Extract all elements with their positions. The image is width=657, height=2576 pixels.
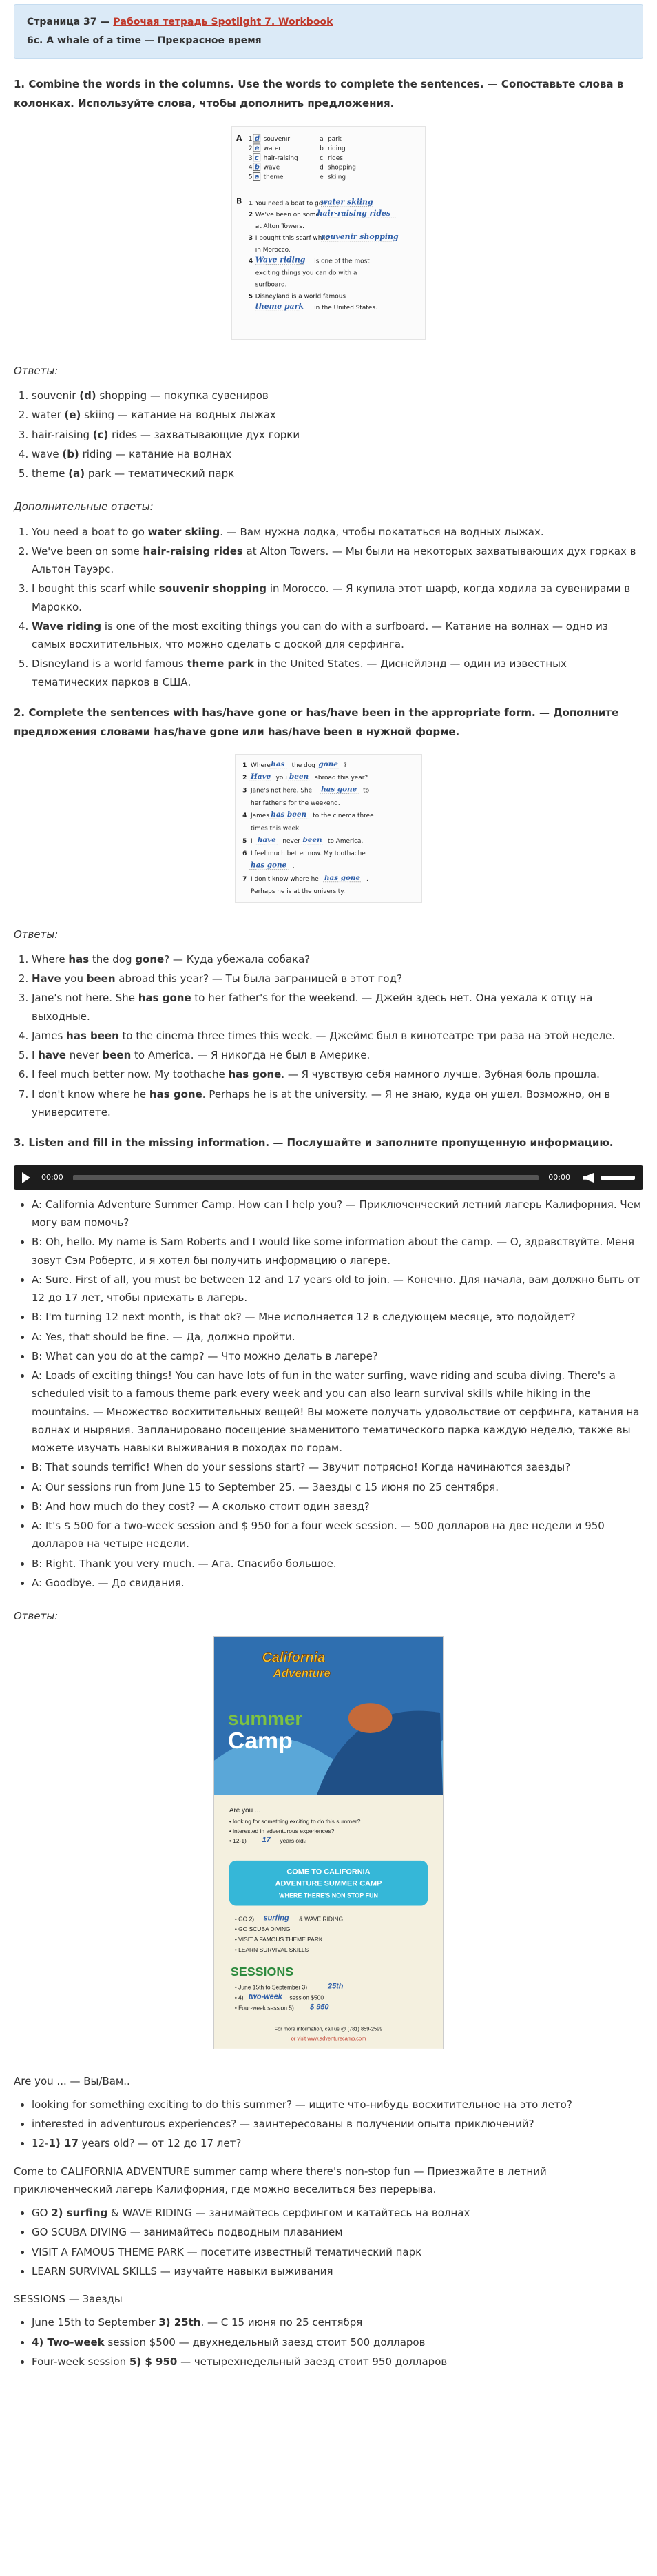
sentence-number: 1 [242,762,247,770]
list-item [32,617,643,654]
exercise-3-title: 3. Listen and fill in the missing information. — Послушайте и заполните пропущенную информацию. [14,1136,614,1149]
answer-key: Wave riding [32,620,102,633]
answer-key: (c) [92,428,109,441]
answer-key: has gone [228,1068,282,1081]
brochure-text: • looking for something exciting to do this summer? [229,1818,361,1826]
answer-text: skiing — катание на водных лыжах [81,409,276,422]
answer-text: — четырехнедельный заезд стоит 950 долларов [177,2355,448,2368]
handwritten-answer: $ 950 [310,2003,329,2012]
word-a: theme [263,174,284,181]
camp-brochure [213,1636,444,2049]
answers-label: Ответы: [14,1610,59,1623]
dialogue-line: • B: What can you do at the camp? — Что можно делать в лагере? [32,1347,643,1365]
sentence-number: 4 [242,812,247,820]
brochure-list-3 [14,2313,643,2371]
answer-key: (a) [68,467,85,480]
sentence-text: never [282,838,300,846]
brochure-text: • VISIT A FAMOUS THEME PARK [234,1936,323,1943]
handwritten-answer: gone [318,760,338,769]
page-number: Страница 37 — [27,17,114,28]
sentence-text: I feel much better now. My toothache [251,850,366,858]
are-you-line: Are you ... — Вы/Вам.. [14,2074,130,2087]
item-letter: e [320,174,324,181]
answer-key: has been [66,1029,119,1042]
handwritten-answer: hair-raising rides [317,208,391,218]
brochure-text: • interested in adventurous experiences? [229,1828,335,1835]
dialogue-line: • A: It's $ 500 for a two-week session and $ 950 for a four week session. — 500 долларов на две недели и 950 долларов на четыре недели. [32,1517,643,1553]
sentence-number: 1 [248,199,253,207]
brochure-text: • Four-week session 5) [234,2004,294,2012]
sentence-number: 2 [248,211,253,218]
list-item [32,2115,643,2133]
sentence-text: . [293,863,295,870]
volume-slider[interactable] [601,1176,635,1180]
list-item [32,445,643,463]
list-item [32,1027,643,1045]
section-letter: B [236,196,242,205]
list-item [32,2333,643,2351]
workbook-link[interactable]: Рабочая тетрадь Spotlight 7. Workbook [113,17,333,28]
dialogue-line: • A: Goodbye. — До свидания. [32,1574,643,1592]
answer-text: rides — захватывающие дух горки [108,428,300,441]
answer-text: in the United States. — Диснейлэнд — один из известных тематических парков в США. [32,657,567,688]
handwritten-answer: has gone [251,861,287,870]
answer-key: hair-raising rides [143,544,243,558]
exercise-2-title: 2. Complete the sentences with has/have gone or has/have been in the appropriate form. — Дополните предложения словами has/have gone или has/have been в нужной форме. [14,706,619,738]
answer-text: park — тематический парк [85,467,235,480]
brochure-banner: California [262,1650,326,1666]
dialogue-line: • B: That sounds terrific! When do your sessions start? — Звучит потрясно! Когда начинаются заезды? [32,1458,643,1476]
dialogue-line: • B: Right. Thank you very much. — Ага. Спасибо большое. [32,1555,643,1573]
answer-text: You need a boat to go [32,525,148,538]
list-item [32,426,643,444]
list-item [32,464,643,482]
answer-key: gone [135,952,165,965]
promo-text: WHERE THERE'S NON STOP FUN [279,1892,378,1899]
dialogue-line: • B: Oh, hello. My name is Sam Roberts and I would like some information about the camp. — О, здравствуйте. Меня зовут Сэм Робертс, и я хотел бы получить информацию о лагере. [32,1233,643,1269]
answer-text: . Perhaps he is at the university. — Я не знаю, куда он ушел. Возможно, он в университете. [32,1087,611,1118]
answer-text: at Alton Towers. — Мы были на некоторых захватывающих дух горках в Альтон Тауэрс. [32,544,636,576]
word-b: skiing [328,174,346,181]
answer-key: theme park [187,657,254,671]
answer-text: . — С 15 июня по 25 сентября [200,2316,363,2329]
handwritten-answer: have [257,836,276,845]
answer-key: water skiing [147,525,220,538]
answer-text: riding — катание на волнах [79,447,232,460]
dialogue-line: • A: Yes, that should be fine. — Да, должно пройти. [32,1328,643,1346]
answer-key: has gone [138,992,191,1005]
audio-player [14,1165,643,1190]
answer-text: theme [32,467,69,480]
list-item [32,406,643,424]
handwritten-answer: Wave riding [255,255,306,265]
exercise-3-dialogue [14,1196,643,1592]
sentence-number: 6 [242,850,247,858]
brochure-text: years old? [280,1837,307,1845]
list-item [32,970,643,988]
section-letter: A [236,133,242,143]
item-letter: b [320,145,324,152]
exercise-1-extra-answers [14,523,643,691]
answer-key: (b) [62,447,79,460]
exercise-2-answers [14,950,643,1121]
answer-key: 5) $ 950 [129,2355,178,2368]
sentence-text: exciting things you can do with a [255,269,357,277]
answer-key: 3) 25th [158,2316,201,2329]
sentence-text: Where [251,762,271,770]
sentence-text: in the United States. [314,304,377,311]
item-number: 3 [248,154,253,162]
answers-label: Ответы: [14,928,59,941]
promo-text: ADVENTURE SUMMER CAMP [275,1880,382,1889]
brochure-title: Camp [227,1728,293,1755]
answer-text: souvenir [32,389,80,402]
sentence-number: 5 [248,293,253,300]
answer-key: souvenir shopping [158,582,267,595]
item-number: 5 [248,174,253,181]
handwritten-answer: souvenir shopping [321,232,399,241]
promo-text: COME TO CALIFORNIA [286,1868,371,1877]
handwritten-answer: theme park [255,301,304,311]
exercise-3-figure [14,1636,643,2055]
answer-text: James [32,1029,67,1042]
answer-letter: e [254,144,260,152]
list-item [32,989,643,1025]
page-header [14,4,643,59]
answer-text: water [32,409,65,422]
item-number: 2 [248,145,253,152]
dialogue-line: • B: I'm turning 12 next month, is that ok? — Мне исполняется 12 в следующем месяце, это подойдет? [32,1308,643,1326]
word-a: water [263,145,282,152]
exercise-2-figure [14,754,643,908]
word-b: park [328,135,342,143]
item-number: 1 [248,135,253,143]
brochure-banner: Adventure [273,1666,331,1680]
handwritten-answer: been [302,836,322,845]
word-a: hair-raising [263,154,298,162]
answers-label: Ответы: [14,364,59,377]
surfer-icon [348,1704,393,1734]
volume-icon[interactable] [583,1173,594,1183]
item-letter: c [320,154,323,162]
sentence-text: I don't know where he [251,876,319,883]
sentence-text: is one of the most [314,258,370,265]
list-item [32,1085,643,1122]
sentence-number: 2 [242,775,247,782]
answer-text: I feel much better now. My toothache [32,1068,229,1081]
answer-key: been [102,1049,132,1062]
handwritten-answer: Have [251,773,271,781]
sentence-text: I bought this scarf while [255,234,329,242]
sentence-text: ? [343,762,347,770]
answer-letter: d [254,134,260,143]
list-item [32,2134,643,2152]
handwritten-answer: has gone [324,874,361,883]
sentence-number: 4 [248,258,253,265]
list-item [32,1065,643,1083]
sentence-text: at Alton Towers. [255,223,304,230]
answer-text: is one of the most exciting things you can do with a surfboard. — Катание на волнах — одно из самых восхитительных, что можно сделать с доской для серфинга. [32,620,608,651]
answer-text: Disneyland is a world famous [32,657,187,671]
answer-text: Four-week session [32,2355,129,2368]
answer-text: I [32,1049,39,1062]
sentence-text: James [251,812,269,820]
answer-letter: c [254,154,259,162]
sentence-text: surfboard. [255,281,287,289]
sentence-text: Perhaps he is at the university. [251,888,346,896]
workbook-scan-2 [235,754,422,903]
lesson-title: 6c. A whale of a time — Прекрасное время [27,34,262,46]
brochure-text: Are you ... [229,1807,261,1815]
word-b: rides [328,154,343,162]
answer-text: hair-raising [32,428,93,441]
handwritten-answer: has [271,760,285,769]
list-item [32,523,643,541]
word-a: wave [263,164,280,172]
list-item [32,387,643,405]
brochure-text: & WAVE RIDING [299,1915,344,1923]
answer-key: Have [32,972,61,985]
answer-text: VISIT A FAMOUS THEME PARK — посетите известный тематический парк [32,2245,422,2258]
contact-text: For more information, call us @ (781) 859-2599 [274,2025,383,2032]
sentence-text: to the cinema three [313,812,374,820]
answer-text: . — Вам нужна лодка, чтобы покататься на водных лыжах. [220,525,544,538]
answer-text: in Morocco. — Я купила этот шарф, когда ходила за сувенирами в Марокко. [32,582,631,613]
sentence-text: to America. [328,838,364,846]
answer-text: never [65,1049,103,1062]
handwritten-answer: surfing [263,1914,289,1923]
list-item [32,1046,643,1064]
handwritten-answer: 25th [328,1983,344,1992]
audio-progress-bar[interactable] [73,1175,539,1180]
sentence-number: 3 [248,234,253,242]
item-letter: a [320,135,324,143]
brochure-text: • GO SCUBA DIVING [234,1925,291,1933]
list-item [32,2096,643,2114]
list-item [32,655,643,691]
answer-letter: a [254,173,260,181]
brochure-text: • 12-1) [229,1837,247,1845]
sentence-text: abroad this year? [314,775,368,782]
answer-text: Where [32,952,69,965]
contact-text: or visit www.adventurecamp.com [291,2035,366,2042]
answer-text: June 15th to September [32,2316,159,2329]
brochure-list-2 [14,2204,643,2280]
list-item [32,580,643,616]
list-item [32,2223,643,2241]
sentence-text: . [366,876,368,883]
handwritten-answer: two-week [248,1993,282,2002]
sentence-text: Disneyland is a world famous [255,293,346,300]
dialogue-line: • A: Our sessions run from June 15 to September 25. — Заезды с 15 июня по 25 сентября. [32,1478,643,1496]
answer-text: wave [32,447,63,460]
answer-text: & WAVE RIDING — занимайтесь серфингом и катайтесь на волнах [107,2207,470,2220]
answer-text: . — Я чувствую себя намного лучше. Зубная боль прошла. [281,1068,600,1081]
answer-text: years old? — от 12 до 17 лет? [78,2137,242,2150]
answer-text: to the cinema three times this week. — Джеймс был в кинотеатре три раза на этой неделе. [118,1029,616,1042]
answer-text: interested in adventurous experiences? — заинтересованы в получении опыта приключений? [32,2118,534,2131]
answer-text: the dog [89,952,136,965]
handwritten-answer: has gone [321,785,357,794]
exercise-1-answers [14,387,643,482]
sentence-number: 5 [242,838,247,846]
answer-text: ? — Куда убежала собака? [164,952,311,965]
list-item [32,2313,643,2331]
answer-text: to America. — Я никогда не был в Америке. [131,1049,371,1062]
word-b: riding [328,145,346,152]
answer-key: been [86,972,116,985]
answer-text: I bought this scarf while [32,582,159,595]
answer-text: GO SCUBA DIVING — занимайтесь подводным плаванием [32,2226,343,2239]
answer-key: has [68,952,90,965]
sentence-text: the dog [291,762,315,770]
list-item [32,542,643,579]
word-a: souvenir [263,135,291,143]
list-item [32,2262,643,2280]
play-icon[interactable] [22,1172,30,1183]
brochure-text: • June 15th to September 3) [234,1984,308,1992]
answer-text: I don't know where he [32,1087,149,1101]
item-letter: d [320,164,324,172]
list-item [32,2353,643,2371]
sentence-text: you [275,775,287,782]
answer-text: GO [32,2207,52,2220]
dialogue-line: • A: Loads of exciting things! You can have lots of fun in the water surfing, wave riding and scuba diving. There's a scheduled visit to a famous theme park every week and you can also learn survival skills while hiking in the mountains. — Множество восхитительных вещей! Вы можете получать удовольствие от серфинга, катания на волнах и ныряния. Запланировано посещение знаменитого тематического парка каждую неделю, также вы можете изучать навыки выживания в походах по горам. [32,1367,643,1457]
brochure-title: summer [227,1708,303,1730]
answer-text: you [61,972,87,985]
sessions-line: SESSIONS — Заезды [14,2293,123,2306]
answer-text: session $500 — двухнедельный заезд стоит 500 долларов [104,2335,426,2349]
answer-key: has gone [149,1087,202,1101]
list-item [32,950,643,968]
list-item [32,2243,643,2261]
handwritten-answer: been [289,773,309,781]
answer-text: abroad this year? — Ты была заграницей в этот год? [115,972,402,985]
sentence-text: her father's for the weekend. [251,800,340,808]
handwritten-answer: has been [271,810,307,819]
answer-text: shopping — покупка сувениров [96,389,269,402]
sentence-text: Jane's not here. She [251,787,313,795]
answer-key: (d) [79,389,96,402]
brochure-text: • LEARN SURVIVAL SKILLS [234,1946,309,1954]
sessions-heading: SESSIONS [230,1965,294,1979]
brochure-text: • GO 2) [234,1915,255,1923]
answer-text: 12- [32,2137,49,2150]
exercise-1-title: 1. Combine the words in the columns. Use the words to complete the sentences. — Сопоставьте слова в колонках. Используйте слова, чтобы дополнить предложения. [14,78,624,110]
sentence-text: We've been on some [255,211,320,218]
sentence-text: to [363,787,370,795]
sentence-text: in Morocco. [255,246,291,254]
item-number: 4 [248,164,253,172]
handwritten-answer: water skiing [321,196,373,206]
come-line: Come to CALIFORNIA ADVENTURE summer camp where there's non-stop fun — Приезжайте в летний приключенческий лагерь Калифорния, где можно веселиться без перерыва. [14,2165,547,2196]
sentence-number: 7 [242,876,247,883]
word-b: shopping [328,164,356,172]
answer-key: 4) Two-week [32,2335,105,2349]
answer-text: LEARN SURVIVAL SKILLS — изучайте навыки выживания [32,2265,333,2278]
answer-key: 1) 17 [48,2137,79,2150]
audio-duration: 00:00 [548,1173,570,1183]
sentence-text: You need a boat to go [255,199,323,207]
sentence-number: 3 [242,787,247,795]
answer-text: to her father's for the weekend. — Джейн здесь нет. Она уехала к отцу на выходные. [32,992,593,1023]
brochure-text: session $500 [289,1994,324,2002]
answer-text: Jane's not here. She [32,992,138,1005]
header-line [27,13,630,32]
exercise-1-figure [14,126,643,345]
sentence-text: times this week. [251,825,301,832]
dialogue-line: • A: Sure. First of all, you must be between 12 and 17 years old to join. — Конечно. Для начала, вам должно быть от 12 до 17 лет, чтобы приехать в лагерь. [32,1271,643,1307]
answer-key: have [38,1049,66,1062]
answer-text: We've been on some [32,544,143,558]
audio-current-time: 00:00 [41,1173,63,1183]
answer-text: looking for something exciting to do this summer? — ищите что-нибудь восхитительное на это лето? [32,2098,572,2111]
dialogue-line: • B: And how much do they cost? — А сколько стоит один заезд? [32,1497,643,1515]
handwritten-answer: 17 [262,1836,271,1845]
workbook-scan-1 [231,126,426,340]
sentence-text: I [251,838,253,846]
dialogue-line: • A: California Adventure Summer Camp. How can I help you? — Приключенческий летний лагерь Калифорния. Чем могу вам помочь? [32,1196,643,1232]
brochure-text: • 4) [234,1994,244,2002]
brochure-list-1 [14,2096,643,2153]
answer-key: (e) [64,409,81,422]
extra-answers-label: Дополнительные ответы: [14,500,154,513]
answer-letter: b [254,163,260,172]
list-item [32,2204,643,2222]
answer-key: 2) surfing [51,2207,108,2220]
